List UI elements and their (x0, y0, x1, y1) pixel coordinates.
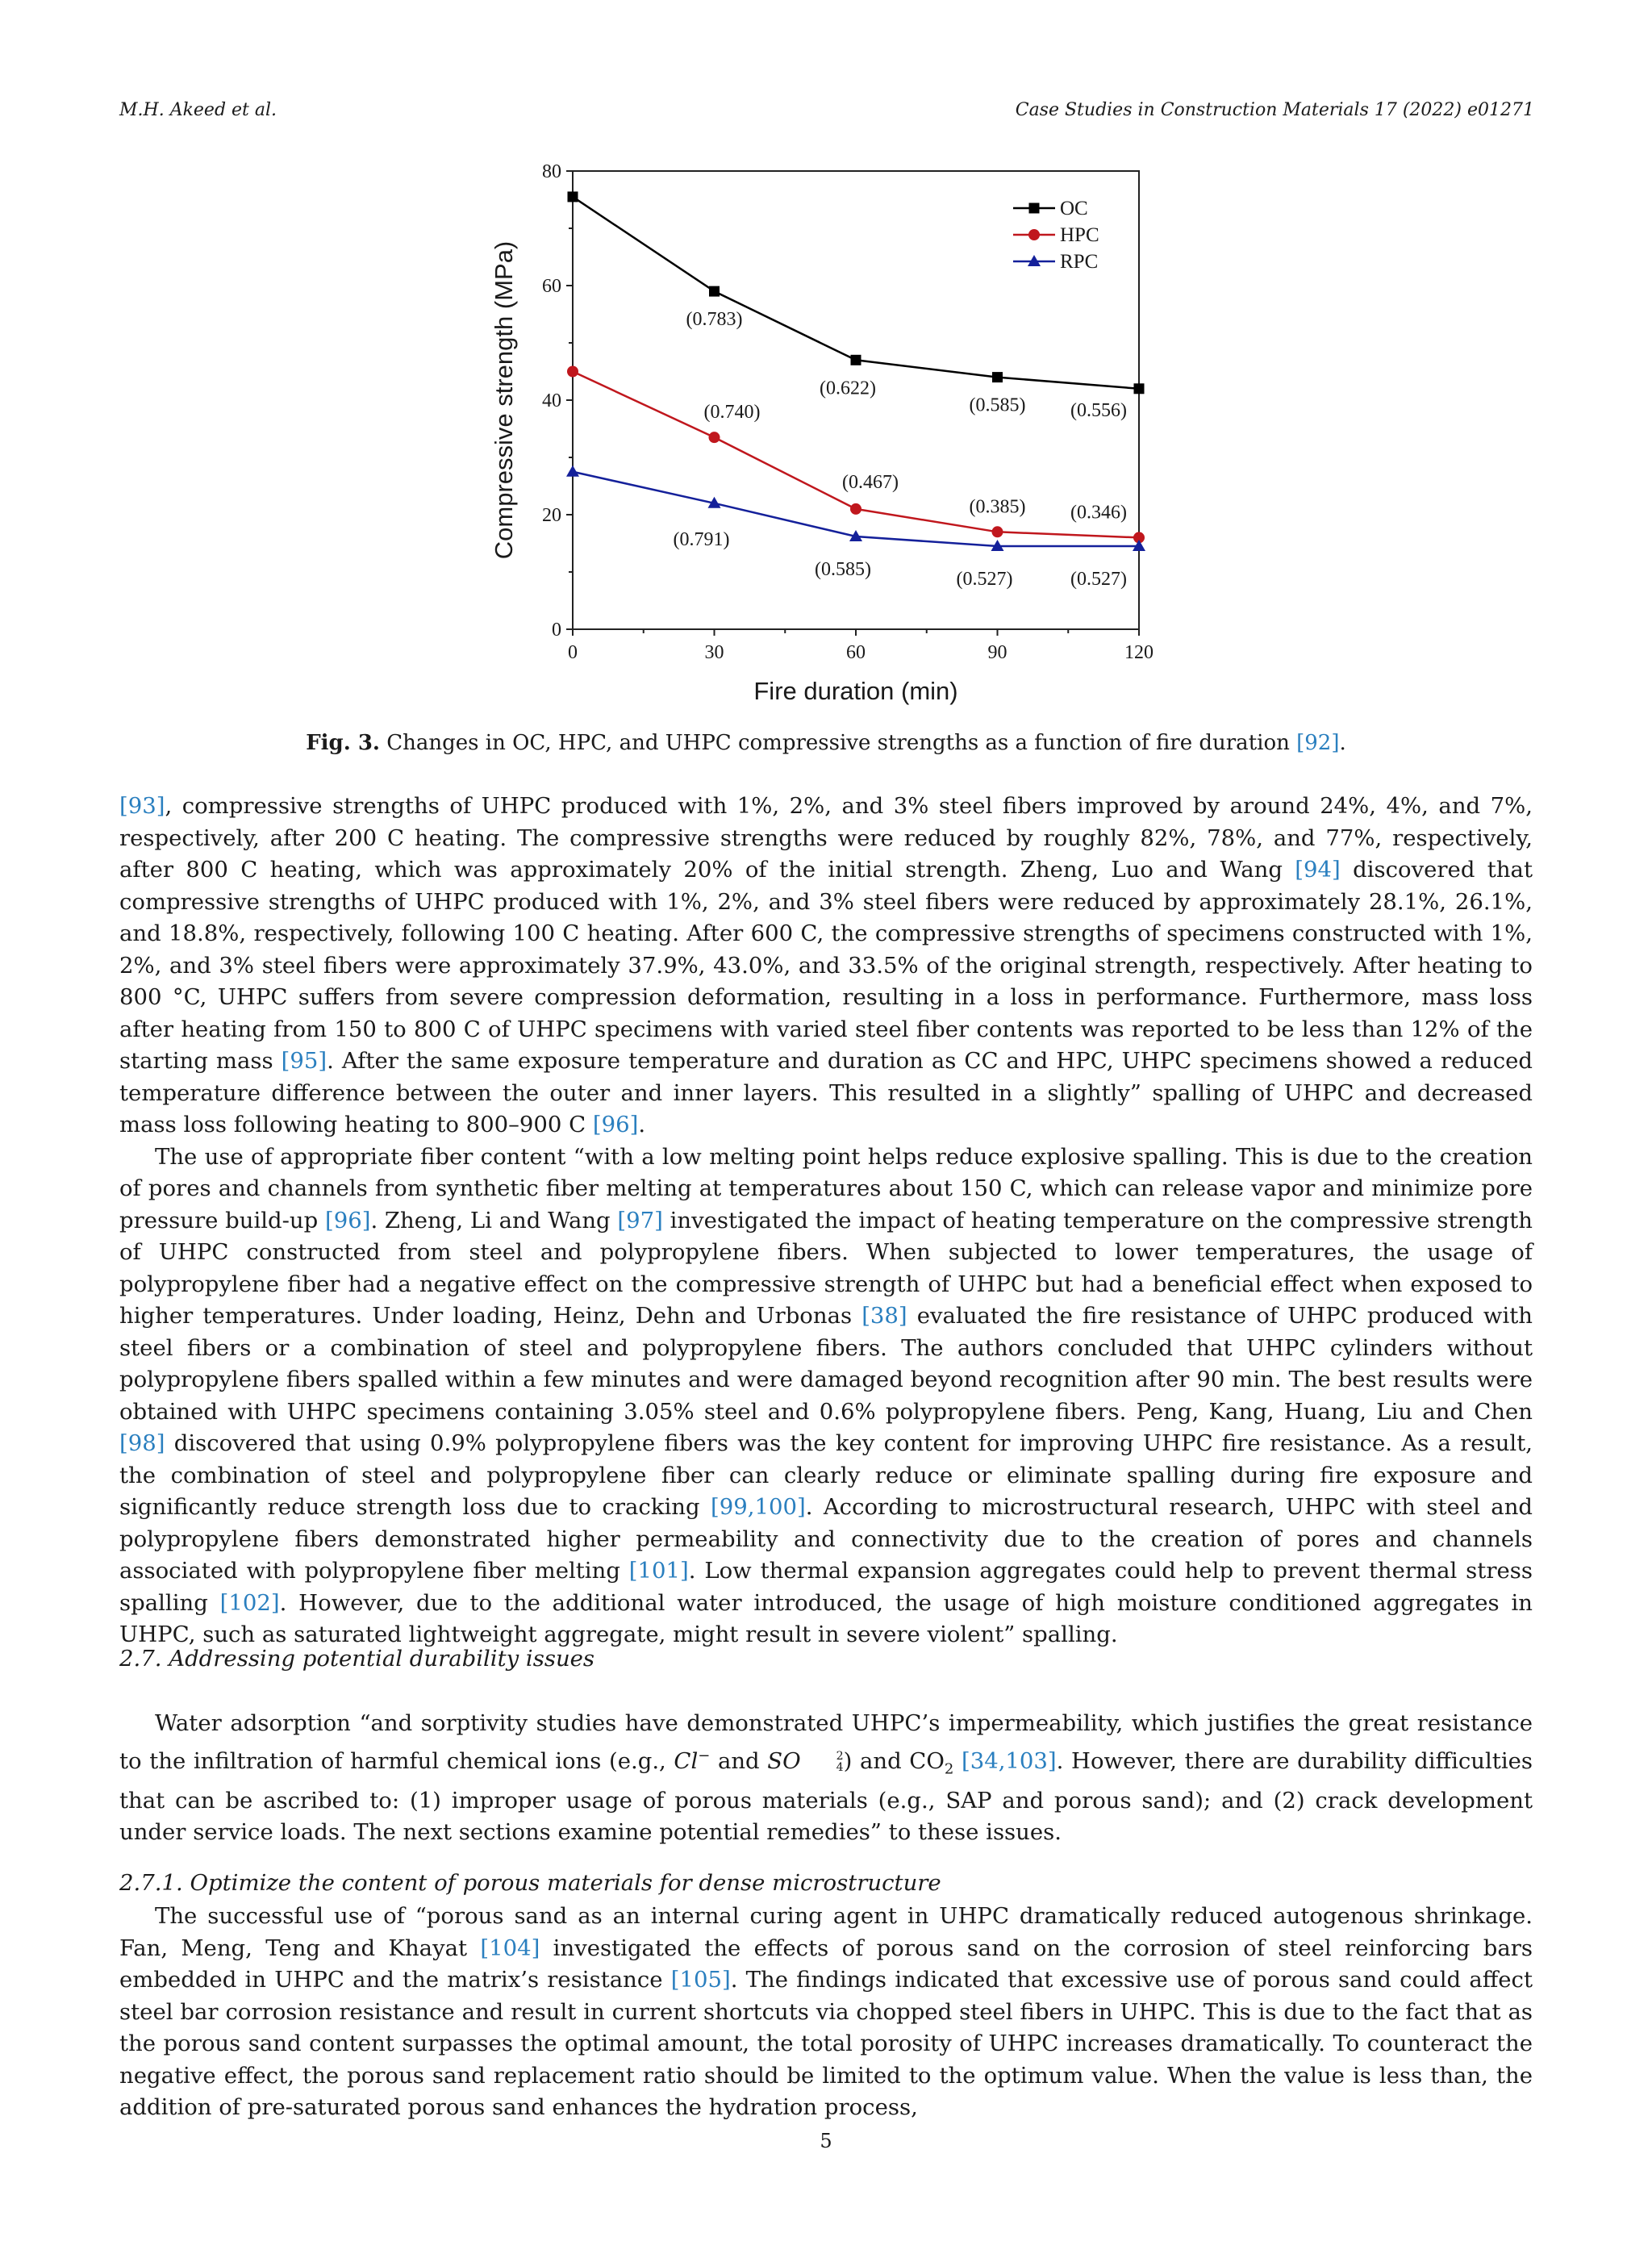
y-tick-label: 0 (552, 620, 561, 641)
x-tick-label: 90 (987, 642, 1007, 663)
data-label: (0.385) (969, 496, 1026, 518)
x-tick-label: 30 (704, 642, 724, 663)
data-point-hpc (709, 432, 720, 443)
body-paragraph-1: [93], compressive strengths of UHPC produced with 1%, 2%, and 3% steel fibers improved by around 24%, 4%, and 7%, respectively, after 200 C heating. The compressive strengths were reduced by roughly 82%, 78%, and 77%, respectively, after 800 C heating, which was approximately 20% of the initial strength. Zheng, Luo and Wang [94] discovered that compressive strengths of UHPC produced with 1%, 2%, and 3% steel fibers were reduced by approximately 28.1%, 26.1%, and 18.8%, respectively, following 100 C heating. After 600 C, the compressive strengths of specimens constructed with 1%, 2%, and 3% steel fibers were approximately 37.9%, 43.0%, and 33.5% of the original strength, respectively. After heating to 800 °C, UHPC suffers from severe compression deformation, resulting in a loss in performance. Furthermore, mass loss after heating from 150 to 800 C of UHPC specimens with varied steel fiber contents was reported to be less than 12% of the starting mass [95]. After the same exposure temperature and duration as CC and HPC, UHPC specimens showed a reduced temperature difference between the outer and inner layers. This resulted in a slightly” spalling of UHPC and decreased mass loss following heating to 800–900 C [96]. The use of appropriate fiber content “with a low melting point helps reduce explosive spalling. This is due to the creation of pores and channels from synthetic fiber melting at temperatures about 150 C, which can release vapor and minimize pore pressure build-up [96]. Zheng, Li and Wang [97] investigated the impact of heating temperature on the compressive strength of UHPC constructed from steel and polypropylene fibers. When subjected to lower temperatures, the usage of polypropylene fiber had a negative effect on the compressive strength of UHPC but had a beneficial effect when exposed to higher temperatures. Under loading, Heinz, Dehn and Urbonas [38] evaluated the fire resistance of UHPC produced with steel fibers or a combination of steel and polypropylene fibers. The authors concluded that UHPC cylinders without polypropylene fibers spalled within a few minutes and were damaged beyond recognition after 90 min. The best results were obtained with UHPC specimens containing 3.05% steel and 0.6% polypropylene fibers. Peng, Kang, Huang, Liu and Chen [98] discovered that using 0.9% polypropylene fibers was the key content for improving UHPC fire resistance. As a result, the combination of steel and polypropylene fiber can clearly reduce or eliminate spalling during fire exposure and significantly reduce strength loss due to cracking [99,100]. According to microstructural research, UHPC with steel and polypropylene fibers demonstrated higher permeability and connectivity due to the creation of pores and channels associated with polypropylene fiber melting [101]. Low thermal expansion aggregates could help to prevent thermal stress spalling [102]. However, due to the additional water introduced, the usage of high moisture conditioned aggregates in UHPC, such as saturated lightweight aggregate, might result in severe violent” spalling. (119, 793, 1533, 1647)
y-tick-label: 40 (542, 390, 561, 411)
y-tick-label: 80 (542, 161, 561, 182)
data-label: (0.740) (703, 402, 761, 424)
citation-link[interactable]: [95] (281, 1048, 327, 1074)
data-label: (0.585) (815, 558, 871, 580)
y-axis-title: Compressive strength (MPa) (490, 240, 518, 560)
citation-link[interactable]: [93] (119, 793, 165, 819)
data-point-oc (709, 286, 720, 297)
legend-label-rpc: RPC (1060, 251, 1099, 273)
citation-link[interactable]: [38] (861, 1303, 907, 1329)
figure-caption-text: Changes in OC, HPC, and UHPC compressive strengths as a function of fire duration (386, 731, 1290, 755)
citation-link[interactable]: [105] (670, 1967, 731, 1993)
chloride-ion: Cl (674, 1747, 699, 1774)
section-2-7-heading: 2.7. Addressing potential durability issues (119, 1646, 595, 1672)
citation-link[interactable]: [101] (628, 1558, 689, 1584)
citation-link[interactable]: [102] (219, 1589, 280, 1616)
section-2-7-1-heading: 2.7.1. Optimize the content of porous materials for dense microstructure (119, 1870, 941, 1896)
citation-link[interactable]: [104] (480, 1935, 540, 1961)
citation-link[interactable]: [96] (592, 1112, 639, 1137)
data-label: (0.527) (1070, 569, 1127, 591)
data-point-hpc (992, 526, 1003, 537)
legend-label-oc: OC (1060, 198, 1088, 219)
data-point-oc (1134, 383, 1145, 394)
citation-link[interactable]: [34,103] (961, 1747, 1057, 1774)
data-label: (0.585) (969, 394, 1026, 416)
data-point-oc (992, 372, 1003, 382)
figure-caption-label: Fig. 3. (306, 731, 380, 755)
body-paragraph-4: The successful use of “porous sand as an internal curing agent in UHPC dramatically reduced autogenous shrinkage. Fan, Meng, Teng and Khayat [104] investigated the effects of porous sand on the corrosion of steel reinforcing bars embedded in UHPC and the matrix’s resistance [105]. The findings indicated that excessive use of porous sand could affect steel bar corrosion resistance and result in current shortcuts via chopped steel fibers in UHPC. This is due to the fact that as the porous sand content surpasses the optimal amount, the total porosity of UHPC increases dramatically. To counteract the negative effect, the porous sand replacement ratio should be limited to the optimum value. When the value is less than, the addition of pre-saturated porous sand enhances the hydration process, (119, 1903, 1533, 2120)
figure-caption: Fig. 3. Changes in OC, HPC, and UHPC compressive strengths as a function of fire duration [92]. (306, 731, 1346, 755)
data-point-hpc (567, 366, 578, 378)
data-label: (0.783) (686, 309, 743, 331)
y-tick-label: 20 (542, 505, 561, 526)
data-point-oc (568, 191, 578, 202)
data-point-oc (851, 355, 861, 365)
legend-marker-hpc (1028, 229, 1040, 240)
compressive-strength-chart (468, 153, 1178, 710)
data-label: (0.791) (673, 528, 730, 550)
data-label: (0.622) (820, 378, 876, 399)
data-point-hpc (850, 503, 861, 515)
citation-link[interactable]: [96] (324, 1207, 371, 1233)
running-header-authors: M.H. Akeed et al. (119, 100, 277, 120)
sulfate-ion: SO (767, 1747, 801, 1774)
data-label: (0.346) (1070, 502, 1127, 524)
citation-link[interactable]: [94] (1295, 857, 1341, 883)
legend-label-hpc: HPC (1060, 224, 1099, 246)
citation-link[interactable]: [98] (119, 1430, 165, 1456)
x-tick-label: 60 (846, 642, 866, 663)
citation-link[interactable]: [99,100] (711, 1494, 806, 1520)
x-tick-label: 0 (568, 642, 578, 663)
legend-marker-oc (1029, 203, 1040, 214)
x-axis-title: Fire duration (min) (753, 677, 958, 705)
x-tick-label: 120 (1124, 642, 1153, 663)
running-header-journal: Case Studies in Construction Materials 17 (2022) e01271 (1015, 100, 1534, 120)
data-point-rpc (566, 465, 579, 477)
data-label: (0.556) (1070, 399, 1127, 421)
y-tick-label: 60 (542, 276, 561, 297)
body-paragraph-3: Water adsorption “and sorptivity studies have demonstrated UHPC’s impermeability, which justifies the great resistance to the infiltration of harmful chemical ions (e.g., Cl− and SO 2 4 ) and $CO_2$ [34,103]. However, there are durability difficulties that can be ascribed to: (1) improper usage of porous materials (e.g., SAP and porous sand); and (2) crack development under service loads. The next sections examine potential remedies” to these issues. (119, 1710, 1533, 1846)
figure-caption-ref[interactable]: [92] (1296, 731, 1340, 755)
page-number: 5 (820, 2130, 832, 2152)
citation-link[interactable]: [97] (617, 1207, 663, 1233)
data-label: (0.527) (956, 569, 1013, 591)
data-label: (0.467) (842, 471, 899, 493)
